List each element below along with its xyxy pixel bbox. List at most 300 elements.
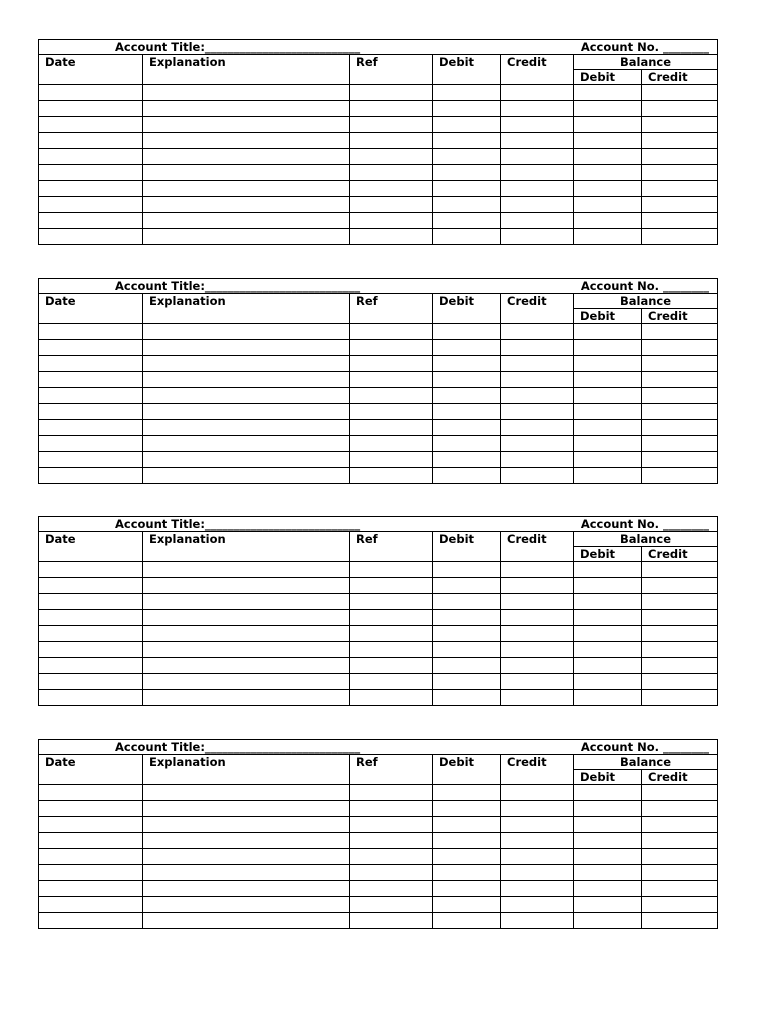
debit-cell[interactable] (433, 229, 501, 245)
ref-cell[interactable] (350, 897, 433, 913)
explanation-cell[interactable] (143, 85, 350, 101)
balance-credit-cell[interactable] (642, 181, 718, 197)
balance-debit-cell[interactable] (574, 468, 642, 484)
debit-cell[interactable] (433, 340, 501, 356)
balance-debit-cell[interactable] (574, 372, 642, 388)
balance-debit-cell[interactable] (574, 817, 642, 833)
ref-column-header: Ref (350, 755, 433, 785)
balance-debit-cell[interactable] (574, 324, 642, 340)
date-cell[interactable] (39, 372, 143, 388)
debit-cell[interactable] (433, 388, 501, 404)
credit-cell[interactable] (501, 674, 574, 690)
ledger-entry-row (39, 785, 718, 801)
balance-credit-cell[interactable] (642, 117, 718, 133)
balance-debit-cell[interactable] (574, 626, 642, 642)
balance-credit-cell[interactable] (642, 642, 718, 658)
date-cell[interactable] (39, 165, 143, 181)
balance-credit-cell[interactable] (642, 801, 718, 817)
balance-credit-cell[interactable] (642, 562, 718, 578)
ref-cell[interactable] (350, 801, 433, 817)
balance-debit-cell[interactable] (574, 562, 642, 578)
date-cell[interactable] (39, 674, 143, 690)
credit-cell[interactable] (501, 229, 574, 245)
date-cell[interactable] (39, 690, 143, 706)
ref-cell[interactable] (350, 913, 433, 929)
credit-cell[interactable] (501, 881, 574, 897)
debit-cell[interactable] (433, 833, 501, 849)
ledger-entry-row (39, 881, 718, 897)
credit-cell[interactable] (501, 452, 574, 468)
credit-cell[interactable] (501, 865, 574, 881)
explanation-cell[interactable] (143, 213, 350, 229)
ledger-entry-row (39, 626, 718, 642)
date-cell[interactable] (39, 85, 143, 101)
explanation-cell[interactable] (143, 849, 350, 865)
ledger-entry-row (39, 642, 718, 658)
explanation-cell[interactable] (143, 388, 350, 404)
credit-cell[interactable] (501, 897, 574, 913)
date-cell[interactable] (39, 404, 143, 420)
balance-debit-cell[interactable] (574, 865, 642, 881)
balance-credit-cell[interactable] (642, 594, 718, 610)
credit-cell[interactable] (501, 436, 574, 452)
ledger-form (38, 278, 717, 484)
balance-credit-cell[interactable] (642, 690, 718, 706)
account-title-label[interactable]: Account Title:___________________________ (39, 279, 501, 294)
explanation-cell[interactable] (143, 452, 350, 468)
credit-cell[interactable] (501, 594, 574, 610)
balance-credit-cell[interactable] (642, 101, 718, 117)
explanation-cell[interactable] (143, 658, 350, 674)
explanation-cell[interactable] (143, 578, 350, 594)
balance-debit-cell[interactable] (574, 133, 642, 149)
balance-debit-cell[interactable] (574, 117, 642, 133)
debit-cell[interactable] (433, 133, 501, 149)
balance-debit-cell[interactable] (574, 420, 642, 436)
balance-debit-cell[interactable] (574, 356, 642, 372)
account-title-label[interactable]: Account Title:___________________________ (39, 740, 501, 755)
balance-credit-cell[interactable] (642, 658, 718, 674)
credit-cell[interactable] (501, 785, 574, 801)
balance-debit-cell[interactable] (574, 594, 642, 610)
credit-cell[interactable] (501, 197, 574, 213)
credit-cell[interactable] (501, 165, 574, 181)
balance-column-header: Balance (574, 294, 718, 309)
date-cell[interactable] (39, 594, 143, 610)
ledger-entry-row (39, 610, 718, 626)
date-cell[interactable] (39, 578, 143, 594)
balance-credit-cell[interactable] (642, 420, 718, 436)
date-cell[interactable] (39, 181, 143, 197)
date-cell[interactable] (39, 324, 143, 340)
ref-cell[interactable] (350, 881, 433, 897)
ledger-entry-row (39, 149, 718, 165)
explanation-cell[interactable] (143, 372, 350, 388)
debit-cell[interactable] (433, 801, 501, 817)
date-cell[interactable] (39, 468, 143, 484)
debit-cell[interactable] (433, 324, 501, 340)
ref-cell[interactable] (350, 356, 433, 372)
balance-debit-cell[interactable] (574, 642, 642, 658)
debit-cell[interactable] (433, 594, 501, 610)
ref-cell[interactable] (350, 388, 433, 404)
debit-cell[interactable] (433, 420, 501, 436)
ref-cell[interactable] (350, 865, 433, 881)
explanation-cell[interactable] (143, 181, 350, 197)
debit-cell[interactable] (433, 785, 501, 801)
balance-credit-cell[interactable] (642, 578, 718, 594)
debit-cell[interactable] (433, 213, 501, 229)
debit-cell[interactable] (433, 642, 501, 658)
ref-cell[interactable] (350, 785, 433, 801)
explanation-cell[interactable] (143, 324, 350, 340)
ref-cell[interactable] (350, 420, 433, 436)
balance-credit-cell[interactable] (642, 229, 718, 245)
credit-cell[interactable] (501, 340, 574, 356)
balance-debit-cell[interactable] (574, 897, 642, 913)
ref-cell[interactable] (350, 658, 433, 674)
credit-cell[interactable] (501, 626, 574, 642)
date-cell[interactable] (39, 817, 143, 833)
explanation-cell[interactable] (143, 468, 350, 484)
balance-debit-cell[interactable] (574, 801, 642, 817)
date-cell[interactable] (39, 562, 143, 578)
ref-cell[interactable] (350, 626, 433, 642)
debit-cell[interactable] (433, 865, 501, 881)
credit-cell[interactable] (501, 356, 574, 372)
debit-cell[interactable] (433, 610, 501, 626)
ref-cell[interactable] (350, 690, 433, 706)
debit-cell[interactable] (433, 165, 501, 181)
explanation-cell[interactable] (143, 149, 350, 165)
debit-cell[interactable] (433, 849, 501, 865)
ledger-entry-row (39, 101, 718, 117)
balance-debit-cell[interactable] (574, 340, 642, 356)
balance-debit-cell[interactable] (574, 849, 642, 865)
date-cell[interactable] (39, 642, 143, 658)
balance-debit-header: Debit (574, 70, 642, 85)
credit-cell[interactable] (501, 181, 574, 197)
balance-credit-cell[interactable] (642, 626, 718, 642)
ref-cell[interactable] (350, 149, 433, 165)
ref-cell[interactable] (350, 674, 433, 690)
balance-credit-cell[interactable] (642, 149, 718, 165)
credit-cell[interactable] (501, 85, 574, 101)
balance-debit-cell[interactable] (574, 404, 642, 420)
balance-credit-cell[interactable] (642, 610, 718, 626)
date-cell[interactable] (39, 881, 143, 897)
balance-credit-cell[interactable] (642, 340, 718, 356)
balance-debit-cell[interactable] (574, 388, 642, 404)
ledger-table (38, 739, 718, 929)
balance-credit-cell[interactable] (642, 388, 718, 404)
balance-credit-cell[interactable] (642, 324, 718, 340)
explanation-cell[interactable] (143, 690, 350, 706)
debit-cell[interactable] (433, 468, 501, 484)
balance-credit-cell[interactable] (642, 197, 718, 213)
ref-cell[interactable] (350, 468, 433, 484)
ref-cell[interactable] (350, 610, 433, 626)
explanation-cell[interactable] (143, 133, 350, 149)
debit-cell[interactable] (433, 578, 501, 594)
ledger-header-row (39, 55, 718, 70)
explanation-cell[interactable] (143, 626, 350, 642)
debit-cell[interactable] (433, 85, 501, 101)
explanation-cell[interactable] (143, 340, 350, 356)
balance-credit-cell[interactable] (642, 865, 718, 881)
account-number-label[interactable]: Account No. ________ (501, 517, 718, 532)
ref-cell[interactable] (350, 578, 433, 594)
debit-cell[interactable] (433, 626, 501, 642)
credit-cell[interactable] (501, 562, 574, 578)
debit-cell[interactable] (433, 690, 501, 706)
balance-credit-cell[interactable] (642, 356, 718, 372)
date-cell[interactable] (39, 610, 143, 626)
explanation-cell[interactable] (143, 817, 350, 833)
balance-credit-cell[interactable] (642, 817, 718, 833)
balance-debit-cell[interactable] (574, 101, 642, 117)
ref-cell[interactable] (350, 85, 433, 101)
ref-cell[interactable] (350, 642, 433, 658)
balance-debit-header: Debit (574, 770, 642, 785)
credit-cell[interactable] (501, 404, 574, 420)
balance-credit-cell[interactable] (642, 674, 718, 690)
balance-credit-cell[interactable] (642, 833, 718, 849)
balance-credit-cell[interactable] (642, 849, 718, 865)
balance-credit-cell[interactable] (642, 85, 718, 101)
ledger-title-row (39, 517, 718, 532)
balance-column-header: Balance (574, 755, 718, 770)
debit-cell[interactable] (433, 117, 501, 133)
balance-credit-cell[interactable] (642, 436, 718, 452)
credit-cell[interactable] (501, 420, 574, 436)
balance-credit-cell[interactable] (642, 468, 718, 484)
explanation-cell[interactable] (143, 865, 350, 881)
date-cell[interactable] (39, 436, 143, 452)
credit-cell[interactable] (501, 849, 574, 865)
balance-debit-cell[interactable] (574, 436, 642, 452)
date-cell[interactable] (39, 356, 143, 372)
date-cell[interactable] (39, 865, 143, 881)
ref-cell[interactable] (350, 197, 433, 213)
explanation-cell[interactable] (143, 913, 350, 929)
explanation-cell[interactable] (143, 562, 350, 578)
balance-credit-cell[interactable] (642, 452, 718, 468)
explanation-cell[interactable] (143, 674, 350, 690)
credit-cell[interactable] (501, 658, 574, 674)
balance-debit-cell[interactable] (574, 881, 642, 897)
ledger-entry-row (39, 181, 718, 197)
balance-debit-cell[interactable] (574, 181, 642, 197)
ref-cell[interactable] (350, 101, 433, 117)
explanation-cell[interactable] (143, 356, 350, 372)
credit-cell[interactable] (501, 578, 574, 594)
balance-debit-cell[interactable] (574, 833, 642, 849)
balance-credit-cell[interactable] (642, 897, 718, 913)
balance-credit-cell[interactable] (642, 913, 718, 929)
ref-cell[interactable] (350, 833, 433, 849)
account-number-label[interactable]: Account No. ________ (501, 740, 718, 755)
balance-column-header: Balance (574, 532, 718, 547)
balance-debit-cell[interactable] (574, 197, 642, 213)
ref-cell[interactable] (350, 213, 433, 229)
credit-cell[interactable] (501, 101, 574, 117)
explanation-cell[interactable] (143, 101, 350, 117)
debit-cell[interactable] (433, 404, 501, 420)
credit-cell[interactable] (501, 690, 574, 706)
debit-cell[interactable] (433, 817, 501, 833)
date-cell[interactable] (39, 658, 143, 674)
ledger-entry-row (39, 801, 718, 817)
debit-cell[interactable] (433, 372, 501, 388)
ref-cell[interactable] (350, 452, 433, 468)
explanation-cell[interactable] (143, 436, 350, 452)
explanation-column-header: Explanation (143, 294, 350, 324)
debit-cell[interactable] (433, 197, 501, 213)
date-cell[interactable] (39, 420, 143, 436)
ledger-entry-row (39, 165, 718, 181)
balance-debit-cell[interactable] (574, 690, 642, 706)
ref-cell[interactable] (350, 165, 433, 181)
explanation-cell[interactable] (143, 610, 350, 626)
explanation-cell[interactable] (143, 801, 350, 817)
date-cell[interactable] (39, 897, 143, 913)
balance-credit-cell[interactable] (642, 133, 718, 149)
explanation-cell[interactable] (143, 229, 350, 245)
date-cell[interactable] (39, 340, 143, 356)
debit-cell[interactable] (433, 149, 501, 165)
ref-cell[interactable] (350, 372, 433, 388)
debit-cell[interactable] (433, 452, 501, 468)
date-cell[interactable] (39, 913, 143, 929)
debit-column-header: Debit (433, 532, 501, 562)
debit-cell[interactable] (433, 181, 501, 197)
balance-debit-cell[interactable] (574, 165, 642, 181)
explanation-cell[interactable] (143, 594, 350, 610)
credit-cell[interactable] (501, 133, 574, 149)
explanation-cell[interactable] (143, 117, 350, 133)
date-cell[interactable] (39, 133, 143, 149)
ref-cell[interactable] (350, 562, 433, 578)
explanation-cell[interactable] (143, 642, 350, 658)
account-number-label[interactable]: Account No. ________ (501, 279, 718, 294)
account-number-label[interactable]: Account No. ________ (501, 40, 718, 55)
ref-cell[interactable] (350, 133, 433, 149)
ref-cell[interactable] (350, 181, 433, 197)
account-title-label[interactable]: Account Title:___________________________ (39, 40, 501, 55)
date-cell[interactable] (39, 801, 143, 817)
debit-cell[interactable] (433, 562, 501, 578)
date-cell[interactable] (39, 785, 143, 801)
date-cell[interactable] (39, 101, 143, 117)
balance-debit-cell[interactable] (574, 213, 642, 229)
date-cell[interactable] (39, 197, 143, 213)
balance-credit-cell[interactable] (642, 372, 718, 388)
balance-credit-header: Credit (642, 770, 718, 785)
balance-debit-cell[interactable] (574, 785, 642, 801)
credit-cell[interactable] (501, 324, 574, 340)
debit-cell[interactable] (433, 101, 501, 117)
explanation-cell[interactable] (143, 165, 350, 181)
ref-cell[interactable] (350, 817, 433, 833)
ref-cell[interactable] (350, 404, 433, 420)
explanation-cell[interactable] (143, 881, 350, 897)
balance-debit-cell[interactable] (574, 149, 642, 165)
balance-credit-cell[interactable] (642, 404, 718, 420)
debit-cell[interactable] (433, 356, 501, 372)
debit-cell[interactable] (433, 881, 501, 897)
ref-cell[interactable] (350, 117, 433, 133)
balance-credit-cell[interactable] (642, 785, 718, 801)
ref-cell[interactable] (350, 229, 433, 245)
balance-debit-cell[interactable] (574, 674, 642, 690)
credit-cell[interactable] (501, 913, 574, 929)
credit-cell[interactable] (501, 117, 574, 133)
date-cell[interactable] (39, 452, 143, 468)
debit-cell[interactable] (433, 436, 501, 452)
date-cell[interactable] (39, 388, 143, 404)
credit-cell[interactable] (501, 388, 574, 404)
balance-debit-cell[interactable] (574, 913, 642, 929)
balance-credit-cell[interactable] (642, 881, 718, 897)
credit-cell[interactable] (501, 372, 574, 388)
balance-debit-cell[interactable] (574, 85, 642, 101)
explanation-cell[interactable] (143, 833, 350, 849)
credit-cell[interactable] (501, 610, 574, 626)
debit-cell[interactable] (433, 674, 501, 690)
date-cell[interactable] (39, 213, 143, 229)
account-title-label[interactable]: Account Title:___________________________ (39, 517, 501, 532)
date-cell[interactable] (39, 849, 143, 865)
credit-column-header: Credit (501, 294, 574, 324)
balance-debit-cell[interactable] (574, 452, 642, 468)
explanation-cell[interactable] (143, 785, 350, 801)
debit-cell[interactable] (433, 658, 501, 674)
explanation-cell[interactable] (143, 897, 350, 913)
balance-debit-cell[interactable] (574, 610, 642, 626)
explanation-cell[interactable] (143, 197, 350, 213)
date-cell[interactable] (39, 149, 143, 165)
credit-cell[interactable] (501, 642, 574, 658)
ref-cell[interactable] (350, 849, 433, 865)
credit-cell[interactable] (501, 817, 574, 833)
debit-cell[interactable] (433, 897, 501, 913)
ledger-entry-row (39, 913, 718, 929)
balance-debit-cell[interactable] (574, 578, 642, 594)
ref-cell[interactable] (350, 436, 433, 452)
balance-credit-cell[interactable] (642, 165, 718, 181)
ref-cell[interactable] (350, 594, 433, 610)
date-cell[interactable] (39, 833, 143, 849)
date-column-header: Date (39, 755, 143, 785)
credit-cell[interactable] (501, 149, 574, 165)
ref-cell[interactable] (350, 324, 433, 340)
date-cell[interactable] (39, 626, 143, 642)
debit-cell[interactable] (433, 913, 501, 929)
explanation-cell[interactable] (143, 404, 350, 420)
ref-cell[interactable] (350, 340, 433, 356)
credit-cell[interactable] (501, 213, 574, 229)
date-cell[interactable] (39, 229, 143, 245)
credit-cell[interactable] (501, 468, 574, 484)
balance-credit-cell[interactable] (642, 213, 718, 229)
credit-cell[interactable] (501, 833, 574, 849)
date-cell[interactable] (39, 117, 143, 133)
explanation-cell[interactable] (143, 420, 350, 436)
balance-debit-cell[interactable] (574, 229, 642, 245)
credit-cell[interactable] (501, 801, 574, 817)
balance-debit-cell[interactable] (574, 658, 642, 674)
